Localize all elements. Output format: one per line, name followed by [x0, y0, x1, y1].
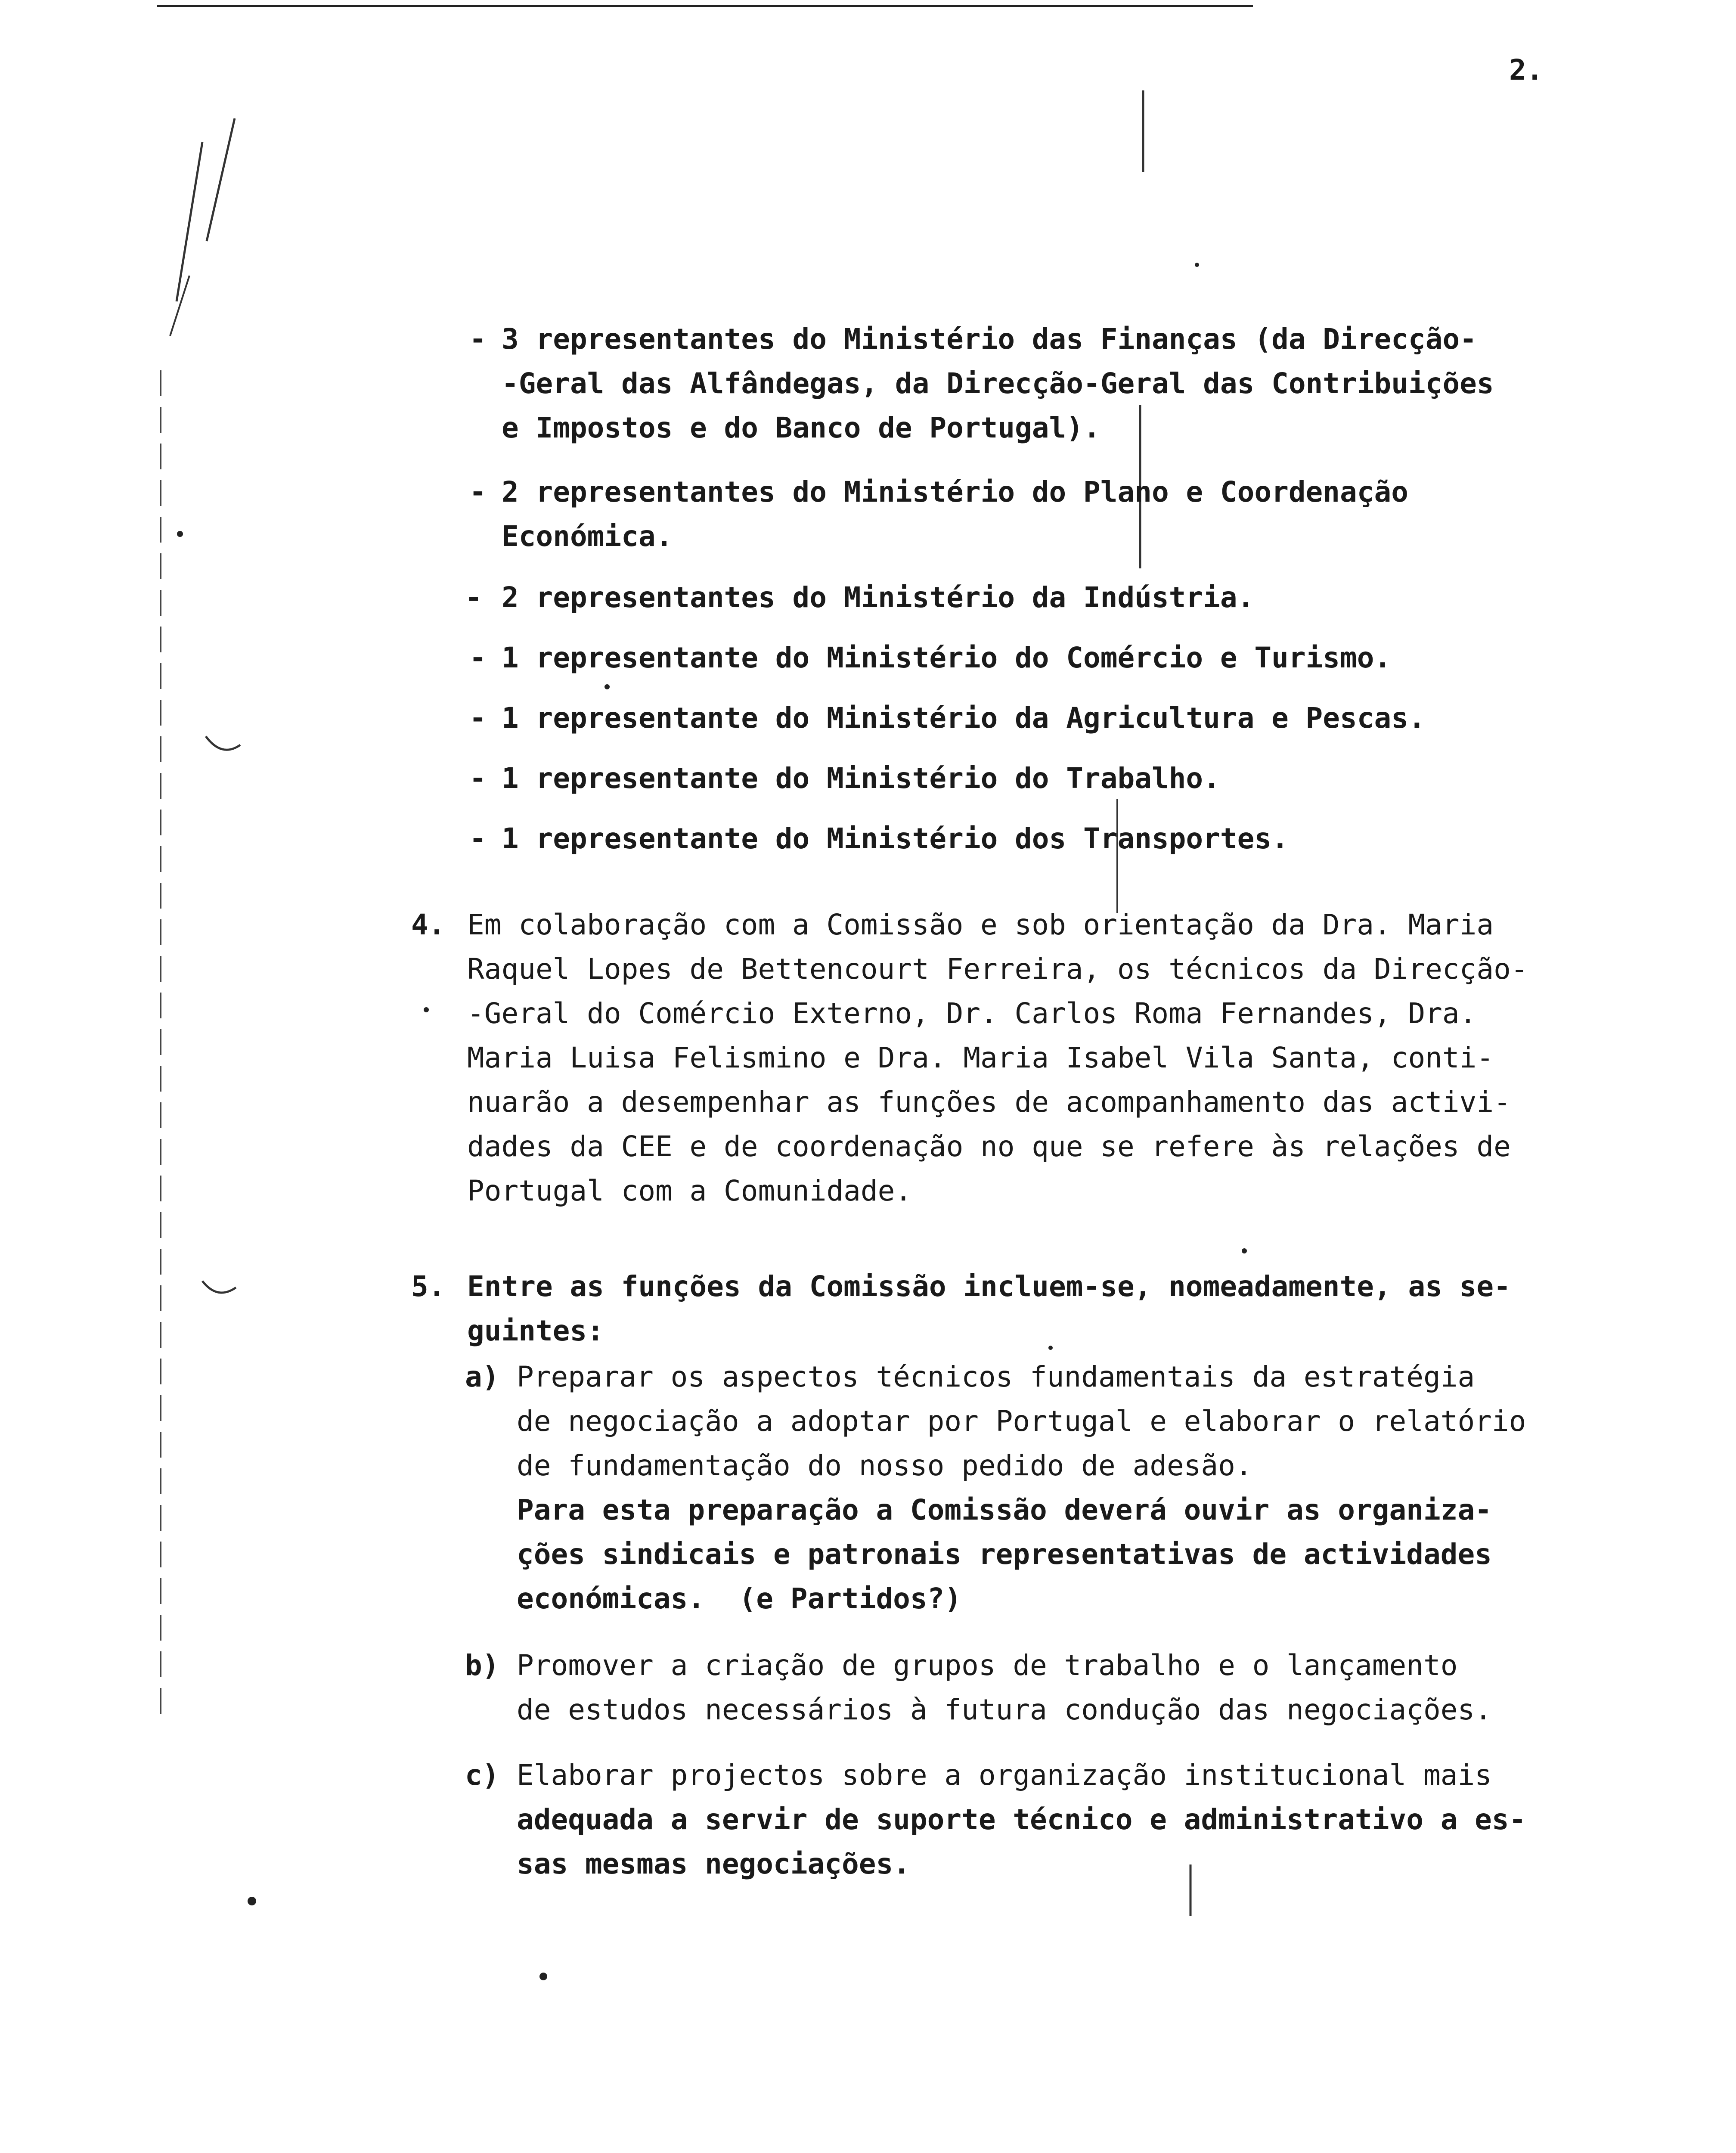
bullet-marker: -: [469, 641, 487, 674]
margin-pen-stroke: [207, 118, 235, 241]
item-line: de fundamentação do nosso pedido de adesão.: [517, 1449, 1252, 1482]
item-marker: a): [465, 1360, 499, 1393]
bullet-marker: -: [469, 822, 487, 855]
speck: [1195, 263, 1199, 267]
bullet-marker: -: [469, 762, 487, 795]
speck: [424, 1007, 429, 1012]
bullet-marker: -: [469, 475, 487, 509]
bullet-line: 1 representante do Ministério do Trabalho.: [502, 762, 1220, 795]
bullet-line: 3 representantes do Ministério das Finanças (da Direcção-: [502, 323, 1477, 356]
bullet-line: -Geral das Alfândegas, da Direcção-Geral das Contribuições: [502, 367, 1494, 400]
speck: [539, 1973, 547, 1980]
page-number: 2.: [1509, 53, 1544, 87]
speck: [1048, 1346, 1053, 1350]
paragraph-line: dades da CEE e de coordenação no que se refere às relações de: [467, 1130, 1511, 1163]
bullet-line: 1 representante do Ministério da Agricultura e Pescas.: [502, 701, 1426, 735]
item-line: de estudos necessários à futura condução das negociações.: [517, 1693, 1492, 1726]
margin-arc: [202, 1281, 236, 1293]
bullet-line: 1 representante do Ministério do Comércio e Turismo.: [502, 641, 1392, 674]
paragraph-line: -Geral do Comércio Externo, Dr. Carlos Roma Fernandes, Dra.: [467, 997, 1477, 1030]
bullet-line: 2 representantes do Ministério do Plano e Coordenação: [502, 475, 1408, 509]
bullet-line: e Impostos e do Banco de Portugal).: [502, 411, 1100, 444]
bullet-marker: -: [469, 323, 487, 356]
paragraph-line: Maria Luisa Felismino e Dra. Maria Isabel Vila Santa, conti-: [467, 1041, 1494, 1074]
speck: [604, 684, 610, 689]
item-line: adequada a servir de suporte técnico e administrativo a es-: [517, 1803, 1526, 1836]
bullet-marker: -: [465, 581, 482, 614]
section-number: 5.: [411, 1270, 446, 1303]
bullet-line: Económica.: [502, 520, 673, 553]
item-line: ções sindicais e patronais representativas de actividades: [517, 1538, 1492, 1571]
item-line: económicas. (e Partidos?): [517, 1582, 962, 1615]
bullet-marker: -: [469, 701, 487, 735]
item-line: Preparar os aspectos técnicos fundamentais da estratégia: [517, 1360, 1475, 1393]
section-number: 4.: [411, 908, 446, 941]
item-line: de negociação a adoptar por Portugal e elaborar o relatório: [517, 1405, 1526, 1438]
item-line: sas mesmas negociações.: [517, 1847, 910, 1880]
paragraph-line: Em colaboração com a Comissão e sob orientação da Dra. Maria: [467, 908, 1494, 941]
speck: [248, 1897, 256, 1905]
item-line: Promover a criação de grupos de trabalho e o lançamento: [517, 1649, 1458, 1682]
speck: [177, 531, 183, 537]
paragraph-line: guintes:: [467, 1314, 604, 1347]
paragraph-line: Raquel Lopes de Bettencourt Ferreira, os técnicos da Direcção-: [467, 952, 1528, 986]
bullet-line: 1 representante do Ministério dos Transportes.: [502, 822, 1289, 855]
item-line: Elaborar projectos sobre a organização institucional mais: [517, 1759, 1492, 1792]
paragraph-line: Portugal com a Comunidade.: [467, 1174, 912, 1207]
paragraph-line: nuarão a desempenhar as funções de acompanhamento das activi-: [467, 1086, 1511, 1119]
speck: [1242, 1248, 1247, 1253]
item-line: Para esta preparação a Comissão deverá ouvir as organiza-: [517, 1493, 1492, 1526]
item-marker: b): [465, 1649, 499, 1682]
paragraph-line: Entre as funções da Comissão incluem-se, nomeadamente, as se-: [467, 1270, 1511, 1303]
margin-arc: [206, 736, 240, 750]
bullet-line: 2 representantes do Ministério da Indústria.: [502, 581, 1255, 614]
item-marker: c): [465, 1759, 499, 1792]
